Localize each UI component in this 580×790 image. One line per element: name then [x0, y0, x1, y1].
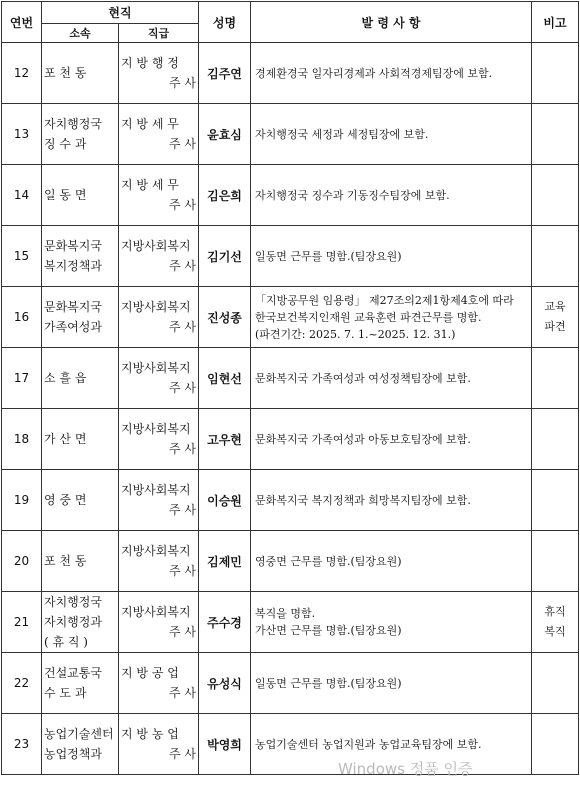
dept-line: 포 천 동 [44, 554, 87, 568]
person-name: 김은희 [199, 165, 251, 226]
rank-line: 주 사 [169, 259, 196, 273]
header-no: 연번 [2, 2, 42, 43]
person-name: 유성식 [199, 653, 251, 714]
order-matter [251, 531, 532, 592]
rank-line: 지 방 세 무 [121, 178, 179, 192]
dept-line: 자치행정국 [44, 117, 102, 131]
dept-cell [42, 226, 119, 287]
rank-line: 지방사회복지 [121, 605, 191, 619]
dept-line: 수 도 과 [44, 686, 87, 700]
dept-line: 징 수 과 [44, 137, 87, 151]
dept-cell [42, 165, 119, 226]
note-cell [532, 165, 579, 226]
header-current: 현직 [42, 2, 199, 24]
note-line: 파견 [544, 320, 566, 333]
table-row [2, 409, 579, 470]
matter-line: 일동면 근무를 명함.(팀장요원) [255, 249, 402, 263]
matter-line: 자치행정국 세정과 세정팀장에 보함. [255, 127, 429, 141]
rank-line: 주 사 [169, 686, 196, 700]
row-number: 19 [2, 470, 42, 531]
table-row [2, 43, 579, 104]
rank-line: 주 사 [169, 747, 196, 761]
rank-line: 지방사회복지 [121, 544, 191, 558]
matter-line: 농업기술센터 농업지원과 농업교육팀장에 보함. [255, 737, 482, 751]
rank-line: 주 사 [169, 503, 196, 517]
row-number: 20 [2, 531, 42, 592]
order-matter [251, 165, 532, 226]
row-number: 21 [2, 592, 42, 653]
note-cell [532, 348, 579, 409]
dept-cell [42, 714, 119, 775]
rank-cell [119, 531, 199, 592]
dept-cell [42, 409, 119, 470]
dept-cell [42, 287, 119, 348]
rank-line: 지 방 행 정 [121, 56, 179, 70]
header-matter: 발 령 사 항 [251, 2, 532, 43]
row-number: 22 [2, 653, 42, 714]
rank-cell [119, 43, 199, 104]
matter-line: (파견기간: 2025. 7. 1.~2025. 12. 31.) [255, 327, 456, 341]
order-matter [251, 592, 532, 653]
table-row [2, 653, 579, 714]
dept-line: 소 흘 읍 [44, 371, 87, 385]
note-cell [532, 226, 579, 287]
header-note: 비고 [532, 2, 579, 43]
rank-line: 주 사 [169, 442, 196, 456]
order-matter [251, 470, 532, 531]
dept-cell [42, 104, 119, 165]
rank-line: 주 사 [169, 198, 196, 212]
note-cell [532, 43, 579, 104]
table-row [2, 714, 579, 775]
matter-line: 한국보건복지인재원 교육훈련 파견근무를 명함. [255, 310, 482, 324]
table-row [2, 348, 579, 409]
matter-line: 문화복지국 가족여성과 여성정책팀장에 보함. [255, 371, 471, 385]
order-matter [251, 43, 532, 104]
note-cell [532, 714, 579, 775]
dept-cell [42, 653, 119, 714]
row-number: 15 [2, 226, 42, 287]
rank-line: 지방사회복지 [121, 422, 191, 436]
dept-line: ( 휴 직 ) [44, 635, 88, 649]
rank-cell [119, 348, 199, 409]
note-line: 휴직 [544, 605, 566, 618]
row-number: 14 [2, 165, 42, 226]
table-body [2, 43, 579, 775]
matter-line: 자치행정국 징수과 기동징수팀장에 보함. [255, 188, 450, 202]
note-cell [532, 287, 579, 348]
dept-line: 자치행정과 [44, 615, 102, 629]
rank-cell [119, 104, 199, 165]
rank-line: 주 사 [169, 320, 196, 334]
matter-line: 문화복지국 가족여성과 아동보호팀장에 보함. [255, 432, 471, 446]
table-row [2, 287, 579, 348]
person-name: 윤효심 [199, 104, 251, 165]
dept-line: 문화복지국 [44, 239, 102, 253]
row-number: 23 [2, 714, 42, 775]
rank-cell [119, 592, 199, 653]
header-name: 성명 [199, 2, 251, 43]
dept-line: 문화복지국 [44, 300, 102, 314]
dept-line: 농업기술센터 [44, 727, 114, 741]
rank-line: 주 사 [169, 625, 196, 639]
table-row [2, 165, 579, 226]
note-line: 교육 [544, 300, 566, 313]
matter-line: 문화복지국 복지정책과 희망복지팀장에 보함. [255, 493, 471, 507]
row-number: 18 [2, 409, 42, 470]
rank-cell [119, 470, 199, 531]
order-matter [251, 287, 532, 348]
rank-cell [119, 226, 199, 287]
dept-cell [42, 470, 119, 531]
note-cell [532, 104, 579, 165]
rank-line: 지방사회복지 [121, 483, 191, 497]
dept-line: 농업정책과 [44, 747, 102, 761]
rank-cell [119, 714, 199, 775]
table-row [2, 470, 579, 531]
dept-line: 가족여성과 [44, 320, 102, 334]
header-dept: 소속 [42, 24, 119, 43]
note-cell [532, 531, 579, 592]
rank-cell [119, 165, 199, 226]
note-cell [532, 653, 579, 714]
order-matter [251, 104, 532, 165]
rank-line: 지 방 농 업 [121, 727, 179, 741]
dept-line: 일 동 면 [44, 188, 87, 202]
order-matter [251, 226, 532, 287]
rank-line: 지 방 공 업 [121, 666, 179, 680]
dept-line: 건설교통국 [44, 666, 102, 680]
rank-line: 주 사 [169, 564, 196, 578]
matter-line: 영중면 근무를 명함.(팀장요원) [255, 554, 402, 568]
table-row [2, 104, 579, 165]
table-row [2, 531, 579, 592]
note-cell [532, 470, 579, 531]
dept-cell [42, 592, 119, 653]
person-name: 김주연 [199, 43, 251, 104]
person-name: 김제민 [199, 531, 251, 592]
matter-line: 경제환경국 일자리경제과 사회적경제팀장에 보함. [255, 66, 493, 80]
person-name: 진성종 [199, 287, 251, 348]
table-row [2, 592, 579, 653]
matter-line: 일동면 근무를 명함.(팀장요원) [255, 676, 402, 690]
person-name: 박영희 [199, 714, 251, 775]
table-row [2, 226, 579, 287]
dept-cell [42, 43, 119, 104]
header-rank: 직급 [119, 24, 199, 43]
rank-line: 지 방 세 무 [121, 117, 179, 131]
row-number: 16 [2, 287, 42, 348]
dept-line: 영 중 면 [44, 493, 87, 507]
rank-line: 지방사회복지 [121, 300, 191, 314]
rank-line: 주 사 [169, 381, 196, 395]
matter-line: 복직을 명함. [255, 607, 316, 620]
dept-line: 복지정책과 [44, 259, 102, 273]
personnel-table [1, 1, 579, 775]
person-name: 주수경 [199, 592, 251, 653]
person-name: 이승원 [199, 470, 251, 531]
order-matter [251, 348, 532, 409]
dept-line: 포 천 동 [44, 66, 87, 80]
dept-cell [42, 348, 119, 409]
person-name: 고우현 [199, 409, 251, 470]
note-cell [532, 409, 579, 470]
rank-line: 주 사 [169, 137, 196, 151]
note-line: 복직 [544, 625, 566, 638]
row-number: 17 [2, 348, 42, 409]
rank-line: 주 사 [169, 76, 196, 90]
rank-line: 지방사회복지 [121, 239, 191, 253]
activation-watermark: Windows 정품 인증 [338, 760, 473, 778]
row-number: 13 [2, 104, 42, 165]
order-matter [251, 653, 532, 714]
rank-cell [119, 653, 199, 714]
dept-line: 자치행정국 [44, 595, 102, 609]
note-cell [532, 592, 579, 653]
row-number: 12 [2, 43, 42, 104]
person-name: 임현선 [199, 348, 251, 409]
matter-line: 「지방공무원 임용령」 제27조의2제1항제4호에 따라 [255, 293, 514, 307]
matter-line: 가산면 근무를 명함.(팀장요원) [255, 624, 402, 637]
rank-cell [119, 409, 199, 470]
dept-cell [42, 531, 119, 592]
rank-line: 지방사회복지 [121, 361, 191, 375]
order-matter [251, 409, 532, 470]
dept-line: 가 산 면 [44, 432, 87, 446]
person-name: 김기선 [199, 226, 251, 287]
rank-cell [119, 287, 199, 348]
